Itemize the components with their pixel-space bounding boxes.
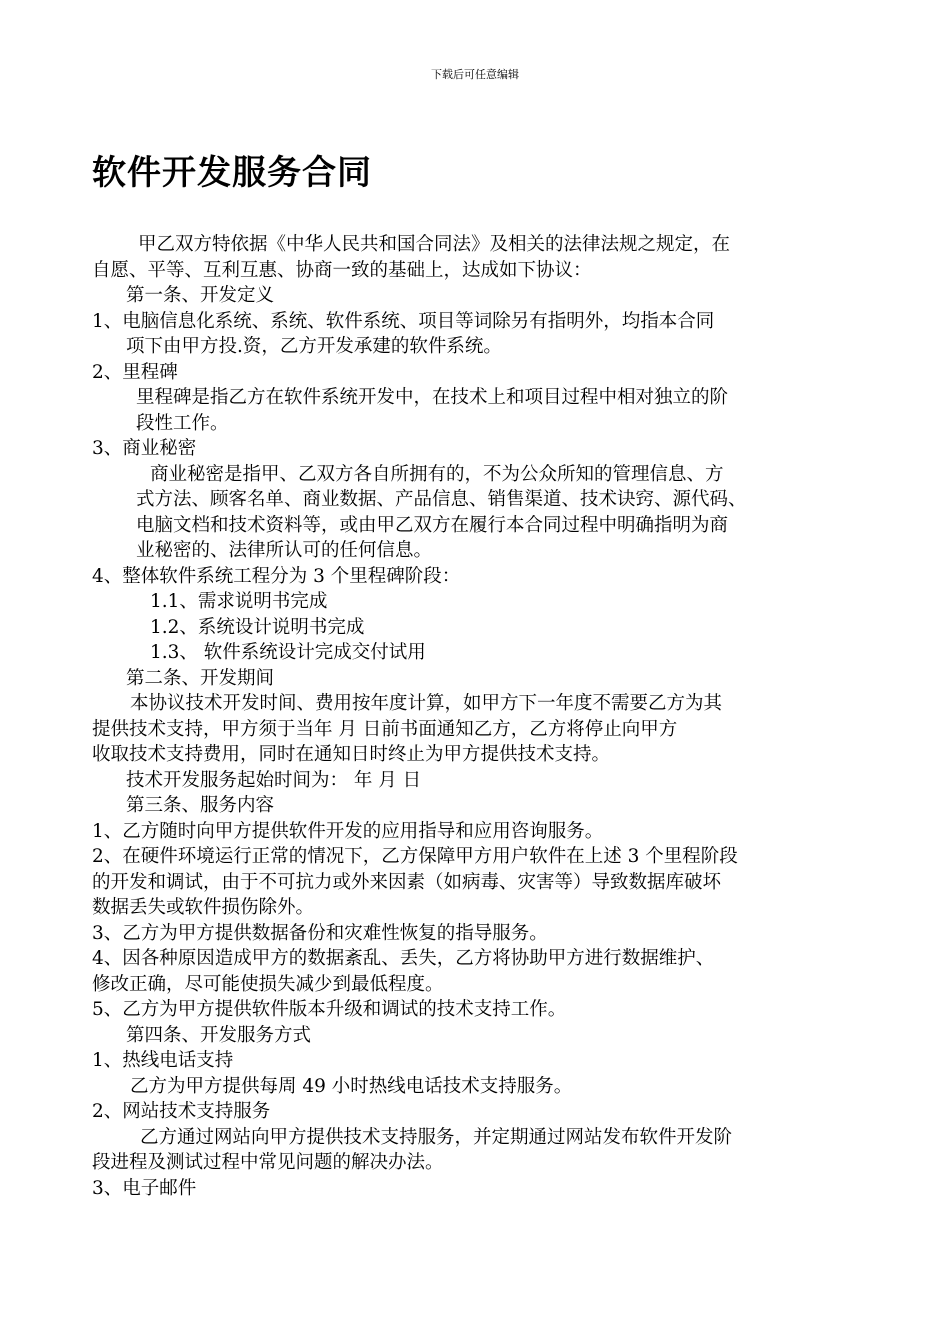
text-line: 电脑文档和技术资料等，或由甲乙双方在履行本合同过程中明确指明为商 [136, 514, 729, 536]
text-line: 1、热线电话支持 [92, 1050, 234, 1071]
text-line: 段性工作。 [136, 412, 229, 434]
text-line: 3、电子邮件 [92, 1177, 197, 1199]
text-line: 3、商业秘密 [92, 438, 197, 459]
text-line: 修改正确，尽可能使损失减少到最低程度。 [92, 973, 444, 995]
text-line: 2、里程碑 [92, 361, 178, 383]
text-line: 4、因各种原因造成甲方的数据紊乱、丢失，乙方将协助甲方进行数据维护、 [92, 948, 715, 969]
text-line: 商业秘密是指甲、乙双方各自所拥有的，不为公众所知的管理信息、方 [150, 463, 724, 485]
text-line: 本协议技术开发时间、费用按年度计算，如甲方下一年度不需要乙方为其 [130, 693, 723, 714]
text-line: 段进程及测试过程中常见问题的解决办法。 [92, 1152, 444, 1173]
text-line: 式方法、顾客名单、商业数据、产品信息、销售渠道、技术诀窍、源代码、 [136, 489, 747, 510]
text-line: 的开发和调试，由于不可抗力或外来因素（如病毒、灾害等）导致数据库破坏 [92, 871, 722, 893]
text-line: 自愿、平等、互利互惠、协商一致的基础上，达成如下协议： [92, 259, 592, 281]
text-line: 1.2、系统设计说明书完成 [150, 616, 365, 638]
text-line: 提供技术支持，甲方须于当年 月 日前书面通知乙方，乙方将停止向甲方 [92, 718, 678, 740]
text-line: 数据丢失或软件损伤除外。 [92, 897, 315, 918]
section-heading: 第一条、开发定义 [126, 285, 275, 306]
text-line: 业秘密的、法律所认可的任何信息。 [136, 540, 433, 561]
text-line: 2、网站技术支持服务 [92, 1101, 271, 1122]
text-line: 收取技术支持费用，同时在通知日时终止为甲方提供技术支持。 [92, 744, 611, 765]
text-line: 项下由甲方投.资，乙方开发承建的软件系统。 [126, 336, 502, 357]
section-heading: 第四条、开发服务方式 [126, 1024, 312, 1046]
text-line: 甲乙双方特依据《中华人民共和国合同法》及相关的法律法规之规定，在 [138, 234, 731, 255]
text-line: 3、乙方为甲方提供数据备份和灾难性恢复的指导服务。 [92, 922, 548, 944]
document-title: 软件开发服务合同 [92, 153, 372, 193]
text-line: 技术开发服务起始时间为： 年 月 日 [126, 769, 422, 791]
text-line: 5、乙方为甲方提供软件版本升级和调试的技术支持工作。 [92, 999, 567, 1020]
text-line: 乙方通过网站向甲方提供技术支持服务，并定期通过网站发布软件开发阶 [140, 1126, 733, 1148]
section-heading: 第二条、开发期间 [126, 667, 275, 689]
text-line: 里程碑是指乙方在软件系统开发中，在技术上和项目过程中相对独立的阶 [136, 387, 729, 408]
text-line: 1、电脑信息化系统、系统、软件系统、项目等词除另有指明外，均指本合同 [92, 310, 715, 332]
text-line: 1.3、 软件系统设计完成交付试用 [150, 642, 426, 663]
text-line: 1、乙方随时向甲方提供软件开发的应用指导和应用咨询服务。 [92, 820, 604, 842]
text-line: 2、在硬件环境运行正常的情况下，乙方保障甲方用户软件在上述 3 个里程阶段 [92, 846, 738, 867]
section-heading: 第三条、服务内容 [126, 795, 275, 816]
text-line: 1.1、需求说明书完成 [150, 591, 328, 612]
text-line: 乙方为甲方提供每周 49 小时热线电话技术支持服务。 [130, 1075, 573, 1097]
text-line: 4、整体软件系统工程分为 3 个里程碑阶段： [92, 565, 461, 587]
header-note: 下载后可任意编辑 [431, 68, 519, 81]
contract-body [92, 232, 882, 1201]
